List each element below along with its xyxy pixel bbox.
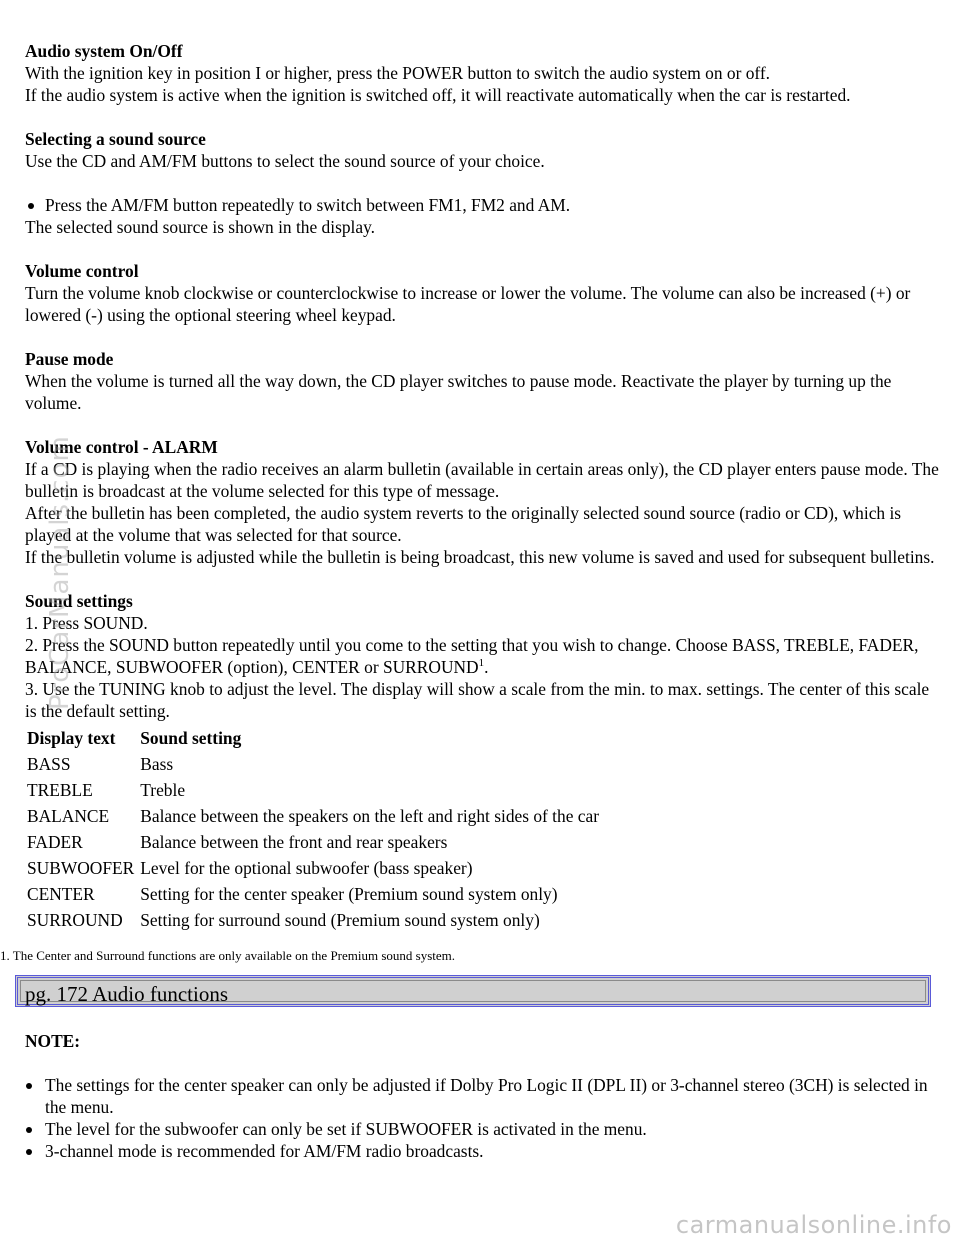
note-heading: NOTE: bbox=[25, 1031, 81, 1051]
column-header: Display text bbox=[27, 728, 116, 748]
step-1: 1. Press SOUND. bbox=[25, 613, 148, 633]
section-heading: Pause mode bbox=[25, 349, 114, 369]
table-header-row bbox=[25, 726, 601, 750]
page-number-bar bbox=[15, 975, 931, 1007]
paragraph: With the ignition key in position I or higher, press the POWER button to switch the audio system on or off. bbox=[25, 63, 771, 83]
footnote: 1. The Center and Surround functions are only available on the Premium sound system. bbox=[0, 948, 456, 963]
step-2-text: 2. Press the SOUND button repeatedly until you come to the setting that you wish to change. Choose BASS, TREBLE, FADER, BALANCE, SUBWOOFER (option), CENTER or SURROUND bbox=[25, 635, 919, 677]
table-cell: Setting for surround sound (Premium sound system only) bbox=[140, 910, 540, 930]
table-cell: CENTER bbox=[27, 884, 95, 904]
side-watermark-text: ProCarManuals.com bbox=[45, 435, 75, 710]
section-heading: Sound settings bbox=[25, 591, 133, 611]
table-cell: BASS bbox=[27, 754, 71, 774]
paragraph: If the audio system is active when the ignition is switched off, it will reactivate automatically when the car is restarted. bbox=[25, 85, 851, 105]
note-bullet-list bbox=[25, 1074, 940, 1162]
table-cell: Bass bbox=[140, 754, 174, 774]
list-item: The settings for the center speaker can only be adjusted if Dolby Pro Logic II (DPL II) or 3-channel stereo (3CH) is selected in the menu. bbox=[0, 1074, 940, 1118]
paragraph: When the volume is turned all the way down, the CD player switches to pause mode. Reactivate the player by turning up the volume. bbox=[25, 371, 892, 413]
table-row bbox=[25, 778, 601, 802]
table-cell: SUBWOOFER bbox=[27, 858, 135, 878]
section-pause-mode bbox=[25, 348, 940, 414]
step-3: 3. Use the TUNING knob to adjust the level. The display will show a scale from the min. to max. settings. The center of this scale is the default setting. bbox=[25, 679, 930, 721]
section-sound-source bbox=[25, 128, 940, 238]
note-section bbox=[25, 1030, 940, 1162]
manual-page bbox=[0, 40, 940, 964]
table-row bbox=[25, 752, 601, 776]
table-cell: BALANCE bbox=[27, 806, 110, 826]
table-cell: Balance between the speakers on the left and right sides of the car bbox=[140, 806, 600, 826]
section-volume-control bbox=[25, 260, 940, 326]
section-heading: Selecting a sound source bbox=[25, 129, 206, 149]
sound-settings-table bbox=[23, 724, 603, 934]
section-volume-alarm bbox=[25, 436, 940, 568]
table-cell: Setting for the center speaker (Premium sound system only) bbox=[140, 884, 558, 904]
list-item: The level for the subwoofer can only be set if SUBWOOFER is activated in the menu. bbox=[0, 1118, 940, 1140]
table-row bbox=[25, 882, 601, 906]
paragraph: If the bulletin volume is adjusted while the bulletin is being broadcast, this new volume is saved and used for subsequent bulletins. bbox=[25, 547, 935, 567]
step-2-end: . bbox=[484, 657, 489, 677]
table-cell: Treble bbox=[140, 780, 186, 800]
table-row bbox=[25, 908, 601, 932]
paragraph: Turn the volume knob clockwise or counterclockwise to increase or lower the volume. The volume can also be increased (+) or lowered (-) using the optional steering wheel keypad. bbox=[25, 283, 911, 325]
table-cell: SURROUND bbox=[27, 910, 123, 930]
footnote-ref: 1 bbox=[478, 657, 485, 670]
table-row bbox=[25, 804, 601, 828]
page-bar-label: pg. 172 Audio functions bbox=[25, 982, 228, 1006]
bullet-list bbox=[25, 194, 940, 216]
section-heading: Volume control bbox=[25, 261, 139, 281]
section-sound-settings bbox=[0, 590, 940, 964]
table-cell: Level for the optional subwoofer (bass speaker) bbox=[140, 858, 473, 878]
table-cell: TREBLE bbox=[27, 780, 93, 800]
step-2 bbox=[25, 634, 940, 678]
side-watermark bbox=[9, 435, 75, 730]
paragraph: Use the CD and AM/FM buttons to select the sound source of your choice. bbox=[25, 151, 545, 171]
table-cell: Balance between the front and rear speakers bbox=[140, 832, 448, 852]
paragraph: The selected sound source is shown in the display. bbox=[25, 217, 375, 237]
table-row bbox=[25, 856, 601, 880]
section-heading: Volume control - ALARM bbox=[25, 437, 218, 457]
list-item: 3-channel mode is recommended for AM/FM radio broadcasts. bbox=[0, 1140, 940, 1162]
section-on-off bbox=[25, 40, 940, 106]
paragraph: After the bulletin has been completed, the audio system reverts to the originally selected sound source (radio or CD), which is played at the volume that was selected for that source. bbox=[25, 503, 902, 545]
paragraph: If a CD is playing when the radio receives an alarm bulletin (available in certain areas only), the CD player enters pause mode. The bulletin is broadcast at the volume selected for this type of message. bbox=[25, 459, 939, 501]
section-heading: Audio system On/Off bbox=[25, 41, 183, 61]
table-cell: FADER bbox=[27, 832, 83, 852]
list-item: Press the AM/FM button repeatedly to switch between FM1, FM2 and AM. bbox=[25, 194, 940, 216]
column-header: Sound setting bbox=[140, 728, 242, 748]
bottom-watermark: carmanualsonline.info bbox=[675, 1211, 952, 1239]
table-row bbox=[25, 830, 601, 854]
